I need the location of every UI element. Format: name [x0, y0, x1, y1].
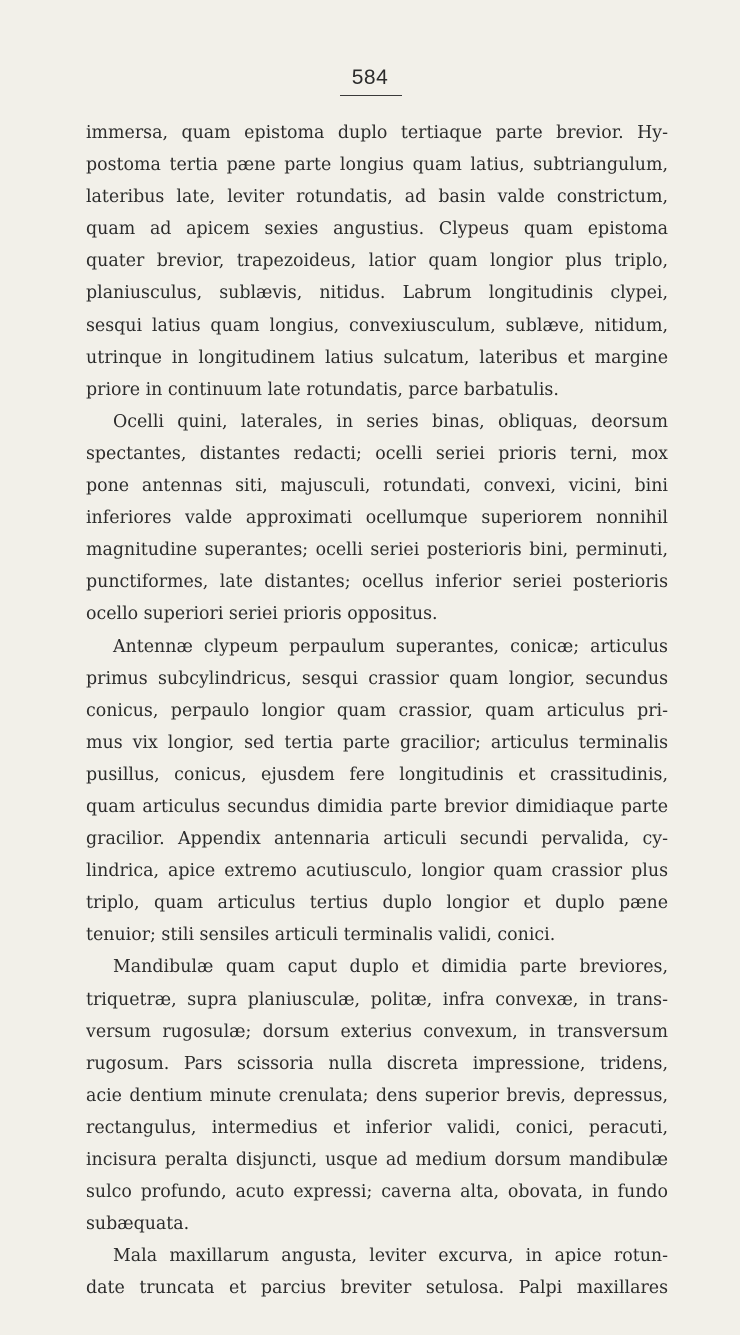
text-line: date truncata et parcius breviter setulosa. Palpi maxillares: [86, 1278, 668, 1299]
text-line: sulco profundo, acuto expressi; caverna alta, obovata, in fundo: [86, 1182, 668, 1203]
text-line: lindrica, apice extremo acutiusculo, longior quam crassior plus: [86, 861, 668, 882]
text-line: quam ad apicem sexies angustius. Clypeus quam epistoma: [86, 219, 668, 240]
text-line: conicus, perpaulo longior quam crassior, quam articulus pri-: [86, 700, 668, 721]
text-line: Antennæ clypeum perpaulum superantes, conicæ; articulus: [113, 636, 668, 657]
text-line: rugosum. Pars scissoria nulla discreta impressione, tridens,: [86, 1053, 668, 1074]
page-number-rule: [340, 95, 402, 96]
text-line: mus vix longior, sed tertia parte gracilior; articulus terminalis: [86, 732, 668, 753]
text-line: gracilior. Appendix antennaria articuli secundi pervalida, cy-: [86, 829, 668, 850]
text-line: utrinque in longitudinem latius sulcatum, lateribus et margine: [86, 347, 668, 368]
text-line: incisura peralta disjuncti, usque ad medium dorsum mandibulæ: [86, 1150, 668, 1170]
text-line: acie dentium minute crenulata; dens superior brevis, depressus,: [86, 1085, 668, 1106]
text-line: ocello superiori seriei prioris oppositus.: [86, 604, 438, 625]
text-line: versum rugosulæ; dorsum exterius convexum, in transversum: [86, 1021, 668, 1042]
text-line: triplo, quam articulus tertius duplo longior et duplo pæne: [86, 893, 668, 914]
text-line: pone antennas siti, majusculi, rotundati, convexi, vicini, bini: [86, 476, 668, 497]
text-line: magnitudine superantes; ocelli seriei posterioris bini, perminuti,: [86, 540, 668, 561]
text-line: inferiores valde approximati ocellumque superiorem nonnihil: [86, 508, 668, 529]
text-line: punctiformes, late distantes; ocellus inferior seriei posterioris: [86, 572, 668, 593]
text-line: Mala maxillarum angusta, leviter excurva, in apice rotun-: [113, 1246, 668, 1267]
text-line: quater brevior, trapezoideus, latior quam longior plus triplo,: [86, 251, 668, 272]
text-line: postoma tertia pæne parte longius quam latius, subtriangulum,: [86, 155, 668, 176]
text-line: lateribus late, leviter rotundatis, ad basin valde constrictum,: [86, 187, 668, 208]
text-line: planiusculus, sublævis, nitidus. Labrum longitudinis clypei,: [86, 283, 668, 304]
text-line: Ocelli quini, laterales, in series binas, obliquas, deorsum: [113, 411, 668, 432]
text-line: immersa, quam epistoma duplo tertiaque parte brevior. Hy-: [86, 123, 668, 143]
text-line: sesqui latius quam longius, convexiusculum, sublæve, nitidum,: [86, 315, 668, 336]
text-line: rectangulus, intermedius et inferior validi, conici, peracuti,: [86, 1117, 668, 1138]
text-line: subæquata.: [86, 1214, 190, 1235]
text-line: triquetræ, supra planiusculæ, politæ, infra convexæ, in trans-: [86, 989, 668, 1010]
body-text: [86, 117, 668, 1304]
text-line: tenuior; stili sensiles articuli terminalis validi, conici.: [86, 925, 556, 946]
page-number: 584: [351, 66, 389, 89]
text-line: priore in continuum late rotundatis, parce barbatulis.: [86, 379, 559, 400]
text-line: pusillus, conicus, ejusdem fere longitudinis et crassitudinis,: [86, 764, 668, 785]
text-line: primus subcylindricus, sesqui crassior quam longior, secundus: [86, 668, 668, 689]
text-line: quam articulus secundus dimidia parte brevior dimidiaque parte: [86, 796, 668, 817]
text-line: spectantes, distantes redacti; ocelli seriei prioris terni, mox: [86, 443, 668, 464]
text-line: Mandibulæ quam caput duplo et dimidia parte breviores,: [113, 957, 668, 978]
